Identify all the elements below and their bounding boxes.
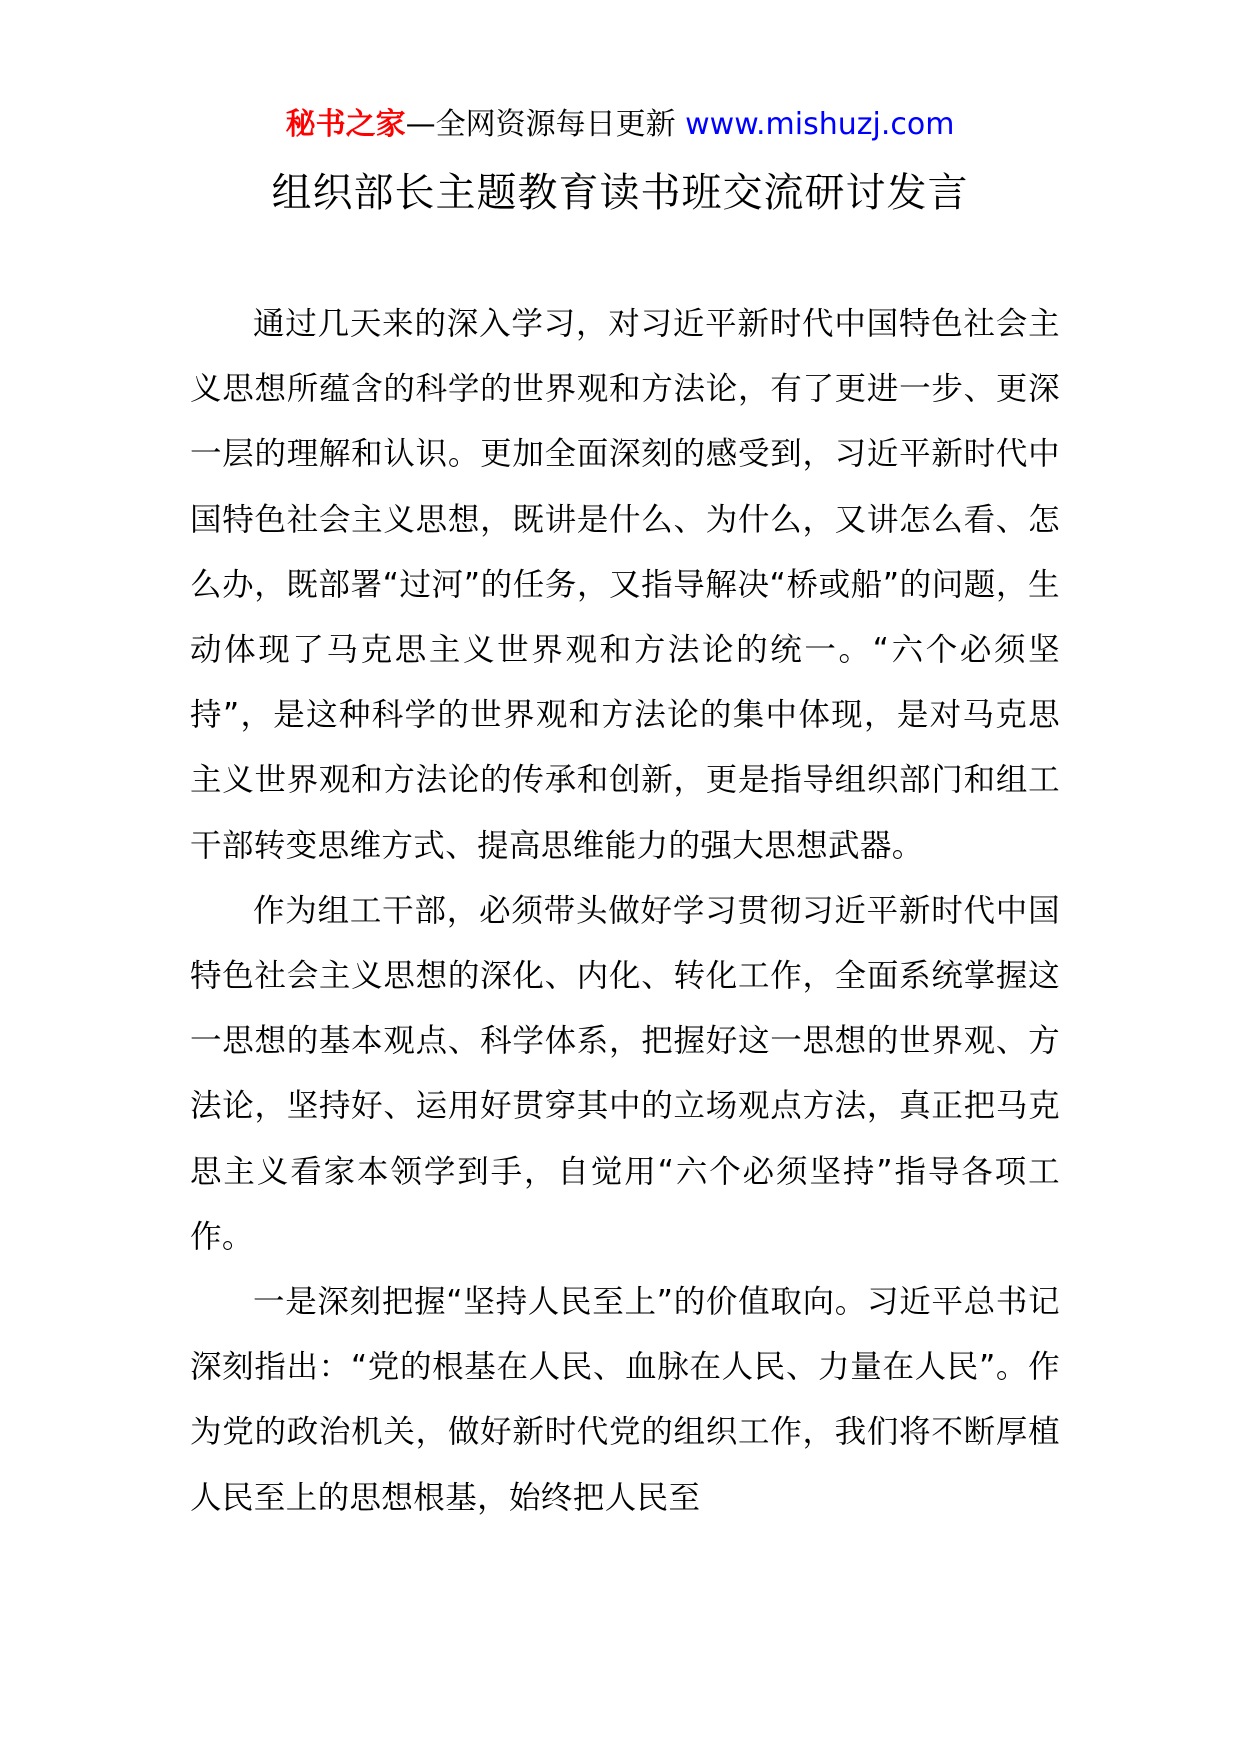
site-url-link[interactable]: www.mishuzj.com: [685, 107, 955, 142]
document-title: 组织部长主题教育读书班交流研讨发言: [271, 170, 969, 216]
header-tagline: —全网资源每日更新: [405, 107, 676, 142]
brand-name: 秘书之家: [285, 107, 406, 142]
document-body: [190, 292, 1060, 1531]
paragraph-2: 作为组工干部，必须带头做好学习贯彻习近平新时代中国特色社会主义思想的深化、内化、转化工作，全面系统掌握这一思想的基本观点、科学体系，把握好这一思想的世界观、方法论，坚持好、运用好贯穿其中的立场观点方法，真正把马克思主义看家本领学到手，自觉用“六个必须坚持”指导各项工作。: [190, 892, 1060, 1255]
site-header: [0, 100, 1240, 150]
paragraph-3: 一是深刻把握“坚持人民至上”的价值取向。习近平总书记深刻指出：“党的根基在人民、血脉在人民、力量在人民”。作为党的政治机关，做好新时代党的组织工作，我们将不断厚植人民至上的思想根基，始终把人民至: [190, 1284, 1060, 1516]
paragraph-1: 通过几天来的深入学习，对习近平新时代中国特色社会主义思想所蕴含的科学的世界观和方法论，有了更进一步、更深一层的理解和认识。更加全面深刻的感受到，习近平新时代中国特色社会主义思想，既讲是什么、为什么，又讲怎么看、怎么办，既部署“过河”的任务，又指导解决“桥或船”的问题，生动体现了马克思主义世界观和方法论的统一。“六个必须坚持”，是这种科学的世界观和方法论的集中体现，是对马克思主义世界观和方法论的传承和创新，更是指导组织部门和组工干部转变思维方式、提高思维能力的强大思想武器。: [190, 306, 1060, 864]
